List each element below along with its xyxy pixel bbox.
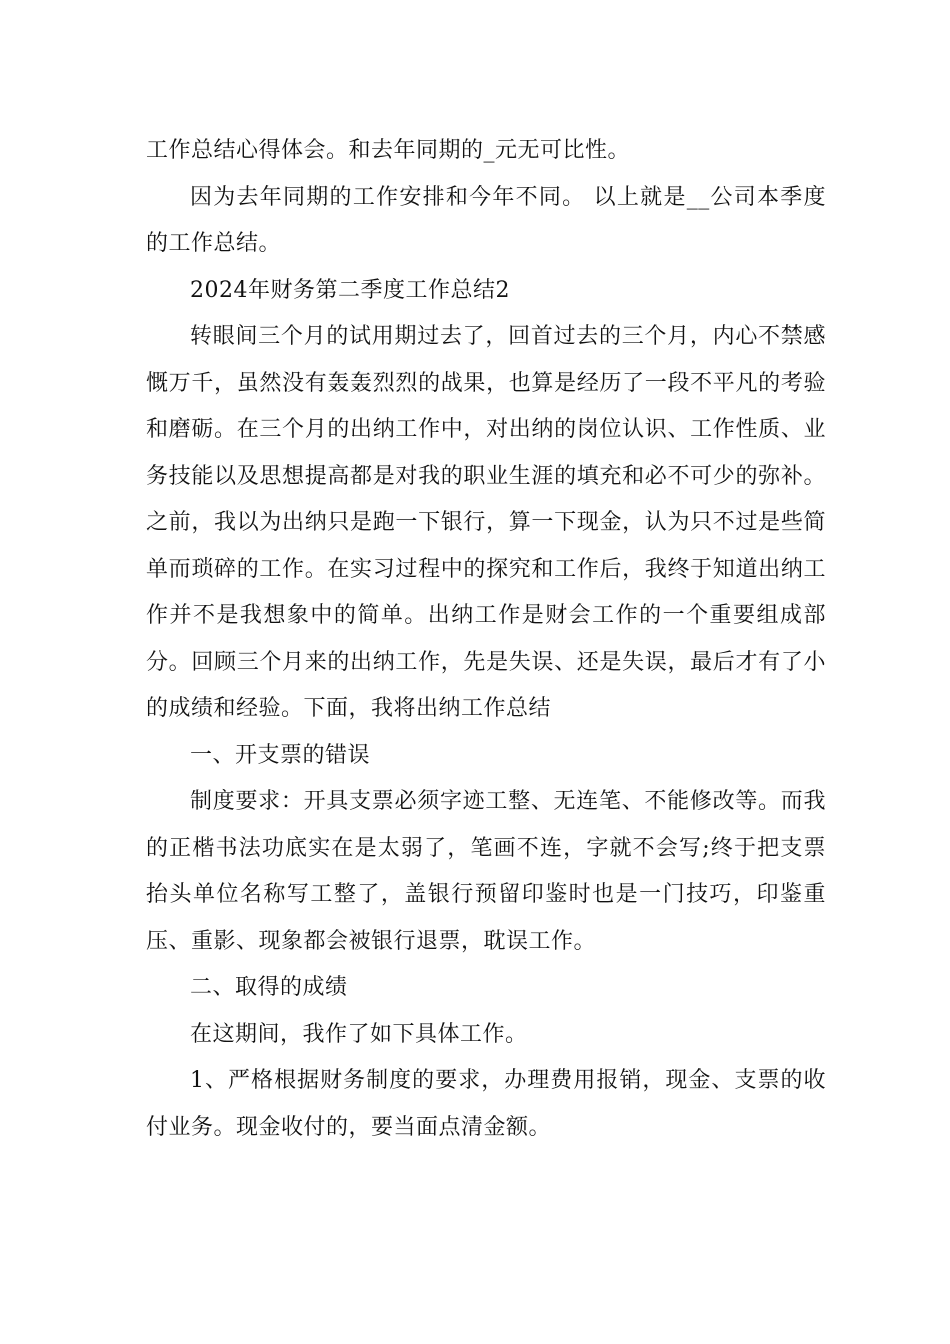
heading-achievements: 二、取得的成绩 [190, 975, 348, 1000]
paragraph-work-intro: 在这期间，我作了如下具体工作。 [190, 1021, 528, 1047]
document-body [146, 128, 826, 1151]
section-title: 2024年财务第二季度工作总结2 [190, 277, 510, 303]
list-item-1: 1、严格根据财务制度的要求，办理费用报销，现金、支票的收付业务。现金收付的，要当面点清金额。 [146, 1068, 826, 1140]
paragraph-continuation: 工作总结心得体会。和去年同期的_元无可比性。 [146, 138, 631, 163]
heading-check-errors: 一、开支票的错误 [190, 742, 371, 768]
paragraph-intro: 转眼间三个月的试用期过去了，回首过去的三个月，内心不禁感慨万千，虽然没有轰轰烈烈的战果，也算是经历了一段不平凡的考验和磨砺。在三个月的出纳工作中，对出纳的岗位认识、工作性质、业务技能以及思想提高都是对我的职业生涯的填充和必不可少的弥补。之前，我以为出纳只是跑一下银行，算一下现金，认为只不过是些简单而琐碎的工作。在实习过程中的探究和工作后，我终于知道出纳工作并不是我想象中的简单。出纳工作是财会工作的一个重要组成部分。回顾三个月来的出纳工作，先是失误、还是失误，最后才有了小的成绩和经验。下面，我将出纳工作总结 [146, 324, 826, 721]
paragraph-check-rules: 制度要求：开具支票必须字迹工整、无连笔、不能修改等。而我的正楷书法功底实在是太弱了，笔画不连，字就不会写;终于把支票抬头单位名称写工整了，盖银行预留印鉴时也是一门技巧，印鉴重压、重影、现象都会被银行退票，耽误工作。 [146, 789, 826, 954]
paragraph-closing-remark: 因为去年同期的工作安排和今年不同。 以上就是__公司本季度的工作总结。 [146, 184, 826, 256]
